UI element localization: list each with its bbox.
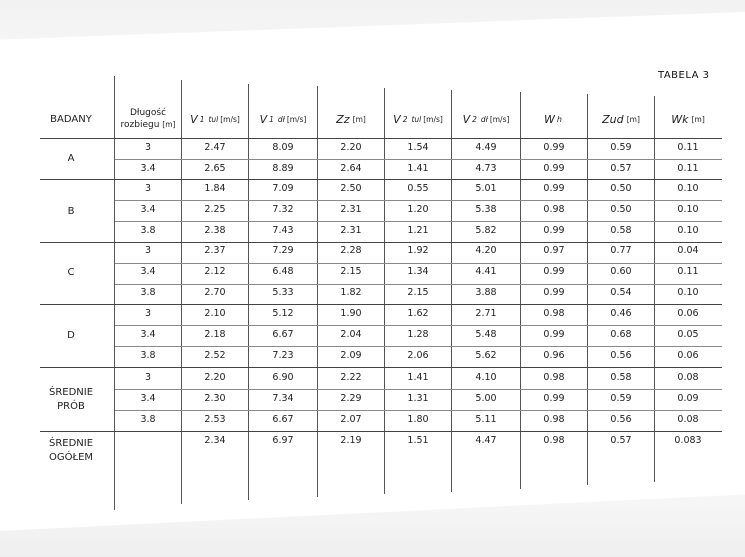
header-v1tul-main: V	[190, 113, 198, 126]
group-label-c: C	[67, 267, 75, 278]
table-cell: 2.20	[204, 372, 226, 383]
table-cell: 0.99	[543, 225, 565, 236]
table-cell: 0.97	[543, 245, 565, 256]
header-v2tul-unit: [m/s]	[423, 115, 443, 124]
table-cell: 0.56	[610, 350, 632, 361]
table-cell: 0.50	[610, 183, 632, 194]
header-v1tul-unit: [m/s]	[220, 115, 240, 124]
table-cell: 0.99	[543, 163, 565, 174]
column-rule	[114, 76, 115, 510]
table-cell: 1.80	[407, 414, 429, 425]
table-cell: 0.58	[610, 225, 632, 236]
table-cell: 1.31	[407, 393, 429, 404]
table-cell: 2.09	[340, 350, 362, 361]
header-zud-unit: [m]	[626, 115, 640, 124]
table-cell: 3	[144, 183, 152, 194]
header-wh-main: W	[544, 113, 555, 126]
table-cell: 0.99	[543, 287, 565, 298]
table-cell: 7.29	[272, 245, 294, 256]
table-cell: 0.55	[407, 183, 429, 194]
row-rule	[40, 242, 722, 243]
header-v2dl-index: 2	[472, 115, 477, 124]
row-rule	[115, 221, 722, 222]
table-cell: 0.99	[543, 142, 565, 153]
header-dlugosc-line1: Długość	[129, 108, 167, 118]
table-cell: 2.06	[407, 350, 429, 361]
header-v2tul	[385, 110, 451, 130]
table-cell: 0.99	[543, 393, 565, 404]
table-cell: 2.15	[340, 266, 362, 277]
table-cell-overall: 0.083	[674, 435, 702, 446]
row-rule	[115, 346, 722, 347]
table-cell: 2.22	[340, 372, 362, 383]
row-rule	[40, 431, 722, 432]
header-v1tul-index: 1	[199, 115, 205, 124]
table-cell: 0.99	[543, 183, 565, 194]
table-cell: 0.11	[677, 266, 699, 277]
table-cell: 2.53	[204, 414, 226, 425]
table-cell: 0.08	[677, 372, 699, 383]
table-cell: 7.23	[272, 350, 294, 361]
table-cell: 0.57	[610, 163, 632, 174]
table-cell: 5.48	[475, 329, 497, 340]
table-cell: 6.48	[272, 266, 294, 277]
table-cell: 0.56	[610, 414, 632, 425]
table-cell: 4.49	[475, 142, 497, 153]
header-v2dl-sub: dł	[480, 115, 488, 124]
group-label-srednie-ogolem-line2: OGÓŁEM	[48, 452, 94, 463]
column-rule	[587, 94, 588, 485]
table-cell: 0.06	[677, 350, 699, 361]
table-cell: 1.90	[340, 308, 362, 319]
row-rule	[115, 159, 722, 160]
header-dlugosc	[115, 102, 181, 136]
header-dlugosc-unit: [m]	[162, 120, 176, 129]
group-label-srednie-prob	[40, 386, 102, 414]
table-cell: 2.38	[204, 225, 226, 236]
table-cell: 1.20	[407, 204, 429, 215]
header-v1tul-sub: tul	[208, 115, 219, 124]
table-cell: 0.99	[543, 266, 565, 277]
header-v2dl	[452, 110, 520, 130]
table-cell: 3	[144, 308, 152, 319]
table-cell: 3.4	[140, 266, 156, 277]
table-cell: 2.04	[340, 329, 362, 340]
table-cell: 6.67	[272, 329, 294, 340]
group-label-srednie-ogolem	[40, 437, 102, 465]
table-cell: 7.32	[272, 204, 294, 215]
table-cell: 6.67	[272, 414, 294, 425]
header-zz	[318, 110, 384, 130]
header-v1dl-sub: dł	[277, 115, 285, 124]
table-cell: 5.01	[475, 183, 497, 194]
table-cell: 0.59	[610, 142, 632, 153]
table-cell: 2.64	[340, 163, 362, 174]
header-zud	[588, 110, 654, 130]
row-rule	[115, 200, 722, 201]
table-cell: 2.71	[475, 308, 497, 319]
table-cell: 1.62	[407, 308, 429, 319]
table-cell: 2.31	[340, 204, 362, 215]
table-cell: 0.08	[677, 414, 699, 425]
header-v2tul-sub: tul	[411, 115, 422, 124]
column-rule	[181, 80, 182, 504]
table-cell: 0.46	[610, 308, 632, 319]
table-cell: 1.54	[407, 142, 429, 153]
table-cell: 0.10	[677, 183, 699, 194]
table-cell-overall: 4.47	[475, 435, 497, 446]
table-cell: 0.50	[610, 204, 632, 215]
column-rule	[384, 88, 385, 494]
column-rule	[248, 84, 249, 500]
column-rule	[317, 86, 318, 497]
table-cell: 0.60	[610, 266, 632, 277]
row-rule	[115, 263, 722, 264]
table-cell: 1.28	[407, 329, 429, 340]
row-rule	[40, 179, 722, 180]
group-label-srednie-prob-line2: PRÓB	[57, 401, 85, 412]
table-cell: 2.50	[340, 183, 362, 194]
table-cell: 3.4	[140, 393, 156, 404]
table-cell: 0.99	[543, 329, 565, 340]
group-label-d: D	[67, 330, 75, 341]
table-cell: 4.20	[475, 245, 497, 256]
header-v1tul	[182, 110, 248, 130]
table-cell: 2.65	[204, 163, 226, 174]
table-cell: 7.09	[272, 183, 294, 194]
row-rule	[115, 284, 722, 285]
table-cell-overall: 2.19	[340, 435, 362, 446]
table-cell: 5.33	[272, 287, 294, 298]
table-cell: 4.41	[475, 266, 497, 277]
table-cell: 0.98	[543, 372, 565, 383]
table-cell: 3.4	[140, 329, 156, 340]
table-cell: 3.88	[475, 287, 497, 298]
table-cell: 5.12	[272, 308, 294, 319]
row-rule	[40, 367, 722, 368]
table-cell: 0.96	[543, 350, 565, 361]
table-cell: 3	[144, 372, 152, 383]
header-v1dl-main: V	[259, 113, 268, 126]
table-cell: 0.09	[677, 393, 699, 404]
header-v1dl	[249, 110, 317, 130]
table-cell: 2.07	[340, 414, 362, 425]
header-v1dl-unit: [m/s]	[286, 115, 307, 124]
header-wh-sub: h	[556, 115, 562, 124]
table-cell: 0.06	[677, 308, 699, 319]
table-cell: 0.05	[677, 329, 699, 340]
row-rule	[115, 325, 722, 326]
table-cell: 2.15	[407, 287, 429, 298]
table-cell: 2.70	[204, 287, 226, 298]
table-cell: 1.41	[407, 372, 429, 383]
table-cell-overall: 0.98	[543, 435, 565, 446]
header-v2tul-index: 2	[402, 115, 408, 124]
table-cell: 7.34	[272, 393, 294, 404]
table-cell: 5.38	[475, 204, 497, 215]
table-cell: 3.8	[140, 414, 156, 425]
table-cell: 0.10	[677, 225, 699, 236]
header-zud-main: Zud	[602, 113, 624, 126]
table-cell: 0.98	[543, 308, 565, 319]
table-cell-overall: 1.51	[407, 435, 429, 446]
table-cell: 3	[144, 245, 152, 256]
group-label-srednie-prob-line1: ŚREDNIE	[48, 387, 94, 398]
table-cell: 5.00	[475, 393, 497, 404]
header-badany	[40, 110, 102, 130]
header-v2dl-unit: [m/s]	[489, 115, 510, 124]
table-cell: 2.28	[340, 245, 362, 256]
table-cell: 3.8	[140, 225, 156, 236]
table-cell: 0.59	[610, 393, 632, 404]
table-cell: 8.89	[272, 163, 294, 174]
header-dlugosc-line2: rozbiegu	[120, 120, 160, 130]
table-cell: 2.20	[340, 142, 362, 153]
table-cell: 2.37	[204, 245, 226, 256]
table-cell: 2.18	[204, 329, 226, 340]
header-v2dl-main: V	[462, 113, 471, 126]
table-cell-overall: 2.34	[204, 435, 226, 446]
table-cell: 7.43	[272, 225, 294, 236]
table-label: TABELA 3	[658, 70, 710, 81]
row-rule	[115, 410, 722, 411]
table-cell: 4.73	[475, 163, 497, 174]
table-cell: 1.84	[204, 183, 226, 194]
table-cell: 4.10	[475, 372, 497, 383]
table-cell: 2.25	[204, 204, 226, 215]
header-wk-unit: [m]	[691, 115, 705, 124]
table-cell: 0.98	[543, 204, 565, 215]
table-cell: 2.12	[204, 266, 226, 277]
table-cell: 3.8	[140, 287, 156, 298]
table-cell: 3.4	[140, 163, 156, 174]
header-zz-main: Zz	[336, 113, 350, 126]
table-cell: 2.31	[340, 225, 362, 236]
row-rule	[115, 389, 722, 390]
table-cell: 6.90	[272, 372, 294, 383]
column-rule	[654, 96, 655, 482]
group-label-srednie-ogolem-line1: ŚREDNIE	[48, 438, 94, 449]
table-cell: 0.68	[610, 329, 632, 340]
table-cell: 0.54	[610, 287, 632, 298]
table-cell: 2.47	[204, 142, 226, 153]
table-cell: 5.11	[475, 414, 497, 425]
table-cell: 0.10	[677, 287, 699, 298]
table-cell: 3	[144, 142, 152, 153]
table-cell: 5.62	[475, 350, 497, 361]
table-cell: 1.92	[407, 245, 429, 256]
table-cell: 0.10	[677, 204, 699, 215]
table-cell: 0.11	[677, 142, 699, 153]
row-rule	[40, 304, 722, 305]
table-cell-overall: 6.97	[272, 435, 294, 446]
table-cell: 3.8	[140, 350, 156, 361]
column-rule	[520, 92, 521, 489]
header-wk	[655, 110, 721, 130]
group-label-a: A	[67, 153, 75, 164]
header-v2tul-main: V	[393, 113, 401, 126]
table-cell: 0.11	[677, 163, 699, 174]
table-cell: 0.58	[610, 372, 632, 383]
table-cell: 2.29	[340, 393, 362, 404]
table-cell: 8.09	[272, 142, 294, 153]
table-cell: 1.34	[407, 266, 429, 277]
table-cell-overall: 0.57	[610, 435, 632, 446]
table-cell: 0.77	[610, 245, 632, 256]
header-badany-text: BADANY	[50, 114, 92, 125]
header-wh	[521, 110, 587, 130]
table-cell: 1.41	[407, 163, 429, 174]
table-cell: 3.4	[140, 204, 156, 215]
table-cell: 2.10	[204, 308, 226, 319]
table-cell: 2.30	[204, 393, 226, 404]
header-wk-main: Wk	[671, 113, 689, 126]
table-cell: 1.21	[407, 225, 429, 236]
table-cell: 0.04	[677, 245, 699, 256]
table-cell: 2.52	[204, 350, 226, 361]
table-cell: 5.82	[475, 225, 497, 236]
header-zz-unit: [m]	[352, 115, 366, 124]
header-v1dl-index: 1	[269, 115, 274, 124]
group-label-b: B	[67, 206, 75, 217]
table-cell: 1.82	[340, 287, 362, 298]
row-rule	[40, 138, 722, 139]
table-cell: 0.98	[543, 414, 565, 425]
